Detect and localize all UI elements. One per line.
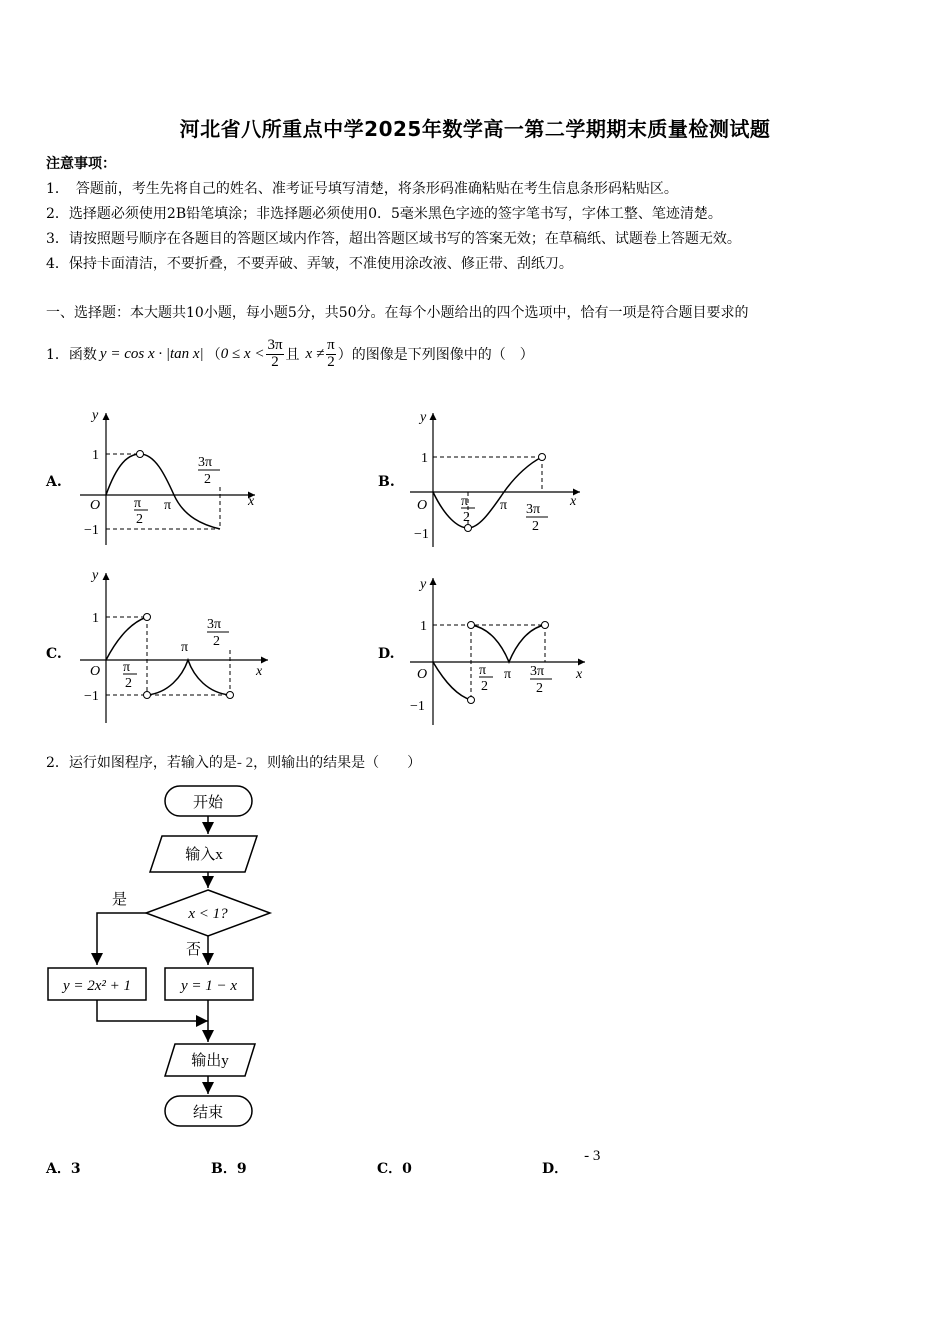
q2-option-a-label: A． [46,1161,71,1177]
tick-label-pi: π [500,498,508,513]
tick-label-2: 2 [481,679,488,694]
axis-label-y: y [420,410,427,425]
axis-label-x: x [256,664,263,679]
q2-option-b[interactable] [211,1158,247,1178]
axis-label-y: y [420,577,427,592]
tick-label-pi-num: π [479,663,487,678]
flow-no-box-label: y = 1 − x [180,978,238,994]
open-point [465,525,472,532]
question-1-suffix: ）的图像是下列图像中的（ ） [337,347,534,363]
question-1-and: 且 [285,347,300,363]
curve [106,617,147,660]
tick-label-2: 2 [463,510,470,525]
tick-label-2: 2 [536,681,543,696]
q2-option-c-value: 0 [402,1161,412,1177]
tick-label-neg-1: −1 [84,689,99,704]
curve [471,625,545,662]
tick-label-1: 1 [420,619,427,634]
q2-option-a[interactable] [46,1158,81,1178]
notice-item-1: 1． 答题前，考生先将自己的姓名、准考证号填写清楚，将条形码准确粘贴在考生信息条形码粘贴区。 [46,181,678,197]
fraction-numerator: π [327,336,335,353]
tick-label-pi-num: π [134,496,142,511]
q2-option-b-value: 9 [236,1161,247,1177]
tick-label-3pi: 3π [198,455,213,470]
flow-output-label: 输出y [191,1053,229,1069]
fraction-denominator: 2 [327,353,335,370]
flow-yes-label: 是 [112,892,128,908]
flow-input-label: 输入x [185,847,223,863]
q2-option-d-label: D． [542,1161,569,1177]
axis-label-x: x [570,494,577,509]
option-d-label[interactable]: D. [378,646,395,662]
tick-label-3pi: 3π [530,664,545,679]
axis-label-x: x [248,494,255,509]
origin-label: O [90,664,101,679]
fraction-denominator: 2 [271,353,279,370]
curve [433,662,471,700]
graph-d [400,570,600,730]
axis-label-x: x [576,667,583,682]
flowchart [40,780,290,1135]
q2-option-c-label: C． [377,1161,403,1177]
question-1-open: （ [206,347,221,363]
section-heading: 一、选择题：本大题共10小题，每小题5分，共50分。在每个小题给出的四个选项中，恰有一项是符合题目要求的 [46,305,749,321]
fraction-3pi-over-2 [266,338,283,371]
open-point [539,454,546,461]
fraction-pi-over-2 [326,338,336,371]
graph-a [70,405,270,550]
question-2-number: 2． [46,755,69,771]
origin-label: O [90,498,101,513]
graph-b [400,405,600,550]
flow-no-label: 否 [186,942,202,958]
tick-label-neg-1: −1 [84,523,99,538]
tick-label-3pi: 3π [526,502,541,517]
tick-label-2: 2 [213,634,220,649]
tick-label-1: 1 [421,451,428,466]
tick-label-pi-num: π [123,660,131,675]
tick-label-1: 1 [92,448,99,463]
q2-option-b-label: B． [211,1161,237,1177]
axis-label-y: y [92,408,99,423]
option-c-label[interactable]: C. [46,646,62,662]
curve [147,660,230,695]
question-1 [46,334,534,374]
tick-label-pi-num: π [461,494,469,509]
question-2-text-after: ，则输出的结果是（ ） [253,755,422,771]
graph-c [70,565,280,725]
tick-label-3pi: 3π [207,617,222,632]
flow-decision-label: x < 1? [188,906,228,922]
open-point [468,697,475,704]
tick-label-2: 2 [204,472,211,487]
open-point [144,692,151,699]
notice-heading: 注意事项： [46,156,116,172]
origin-label: O [417,498,428,513]
tick-label-pi: π [504,667,512,682]
open-point [542,622,549,629]
question-1-number: 1． [46,347,69,363]
question-2 [46,752,421,772]
tick-label-2: 2 [136,512,143,527]
notice-item-3: 3．请按照题号顺序在各题目的答题区域内作答，超出答题区域书写的答案无效；在草稿纸、试题卷上答题无效。 [46,231,741,247]
tick-label-neg-1: −1 [410,699,425,714]
q2-option-d-value: - 3 [584,1148,601,1164]
tick-label-1: 1 [92,611,99,626]
tick-label-pi: π [181,640,189,655]
notice-item-4: 4．保持卡面清洁，不要折叠，不要弄破、弄皱，不准使用涂改液、修正带、刮纸刀。 [46,256,573,272]
open-point [227,692,234,699]
q2-option-a-value: 3 [70,1161,81,1177]
option-b-label[interactable]: B. [378,474,395,490]
open-point [137,451,144,458]
tick-label-2: 2 [125,676,132,691]
open-point [468,622,475,629]
tick-label-neg-1: −1 [414,527,429,542]
question-2-input-value: - 2 [236,755,254,771]
fraction-numerator: 3π [267,336,283,353]
axis-label-y: y [92,568,99,583]
q2-option-c[interactable] [377,1158,412,1178]
notice-item-2: 2．选择题必须使用2B铅笔填涂；非选择题必须使用0．5毫米黑色字迹的签字笔书写，字体工整、笔迹清楚。 [46,206,722,222]
question-2-text-before: 运行如图程序，若输入的是 [68,755,237,771]
option-a-label[interactable]: A. [46,474,62,490]
origin-label: O [417,667,428,682]
question-1-condition-2: x ≠ [305,345,325,362]
q2-option-d[interactable] [542,1148,601,1178]
open-point [144,614,151,621]
flow-start-label: 开始 [192,795,224,811]
flow-yes-box-label: y = 2x² + 1 [62,978,132,994]
question-1-prefix: 函数 [68,347,97,363]
tick-label-2: 2 [532,519,539,534]
tick-label-pi: π [164,498,172,513]
flow-end-label: 结束 [192,1105,224,1121]
question-1-condition-1: 0 ≤ x < [220,345,265,362]
page-title: 河北省八所重点中学2025年数学高一第二学期期末质量检测试题 [179,117,771,141]
question-1-function: y = cos x · |tan x| [99,345,204,362]
